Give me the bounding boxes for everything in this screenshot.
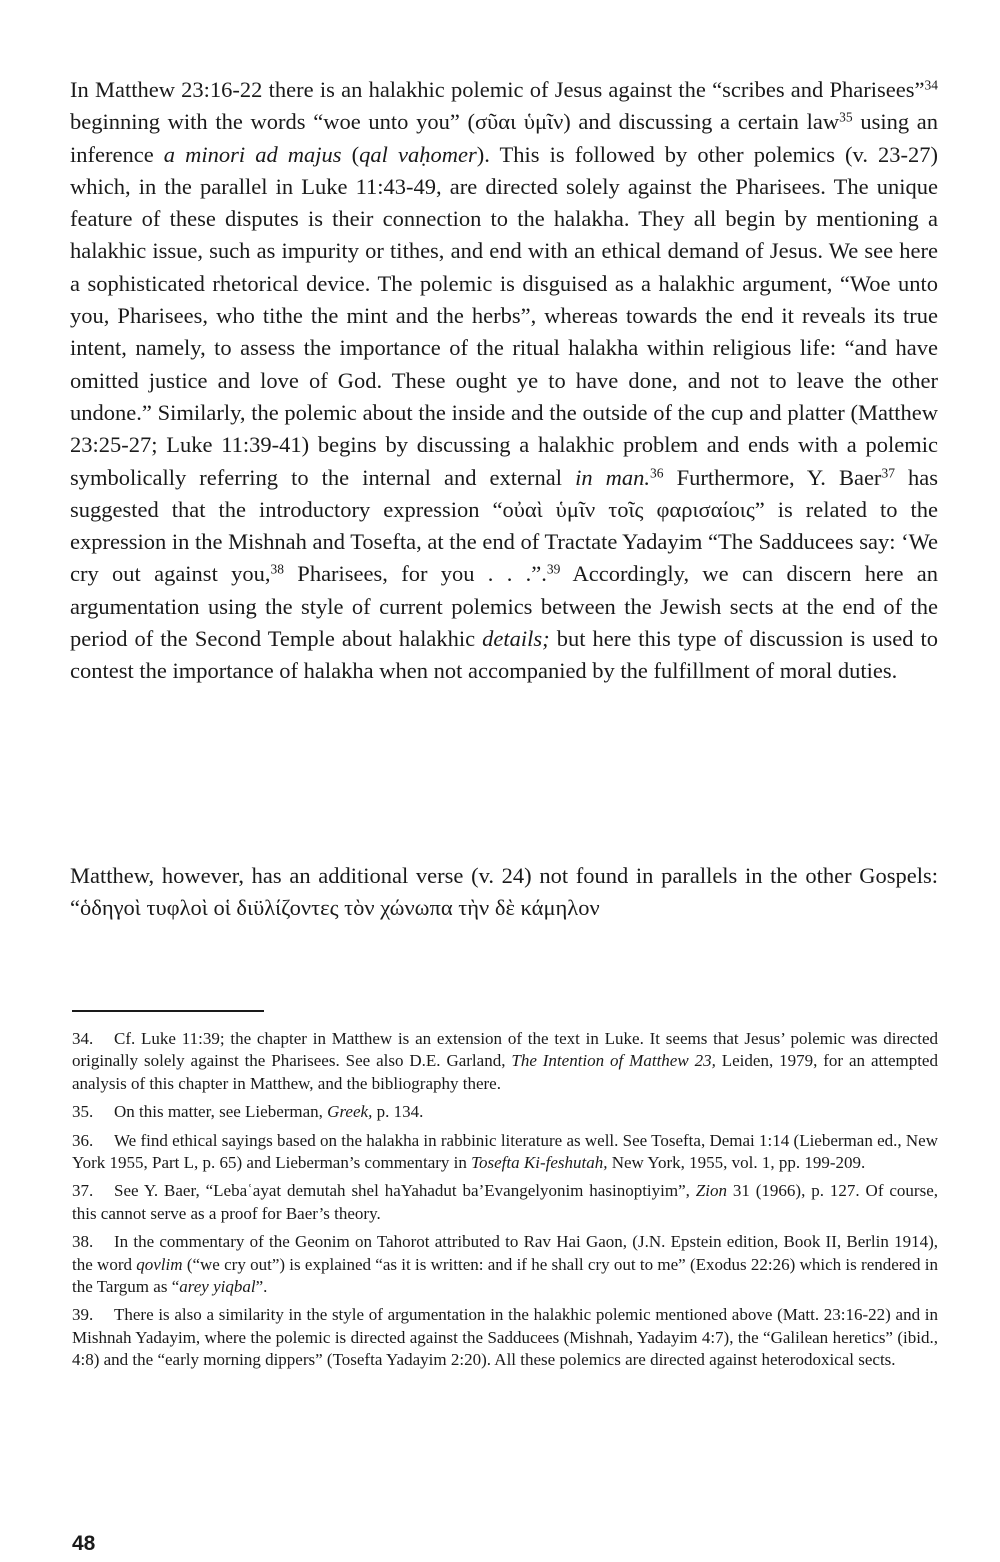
italic-term: The Intention of Matthew 23, (511, 1051, 716, 1071)
text-run: In Matthew 23:16-22 there is an halakhic polemic of Jesus against the “scribes and Pharisees” (70, 77, 925, 102)
page-number: 48 (72, 1532, 96, 1555)
text-run: has suggested that the introductory expression “οὐαὶ ὑμῖν τοῖς φαρισαίοις” is related to the expression in the Mishnah and Tosefta, at the end of Tractate Yadayim “The Sadducees say: ‘We cry out against you, (70, 464, 938, 587)
footnote-number: 39. (72, 1305, 94, 1325)
footnote-36 (72, 1130, 938, 1175)
footnote-ref-39: 39 (546, 562, 561, 578)
footnote-39 (72, 1304, 938, 1371)
italic-term: Greek, (327, 1102, 373, 1122)
footnote-text: Cf. Luke 11:39; the chapter in Matthew is an extension of the text in Luke. It seems that Jesus’ polemic was directed originally solely against the Pharisees. See also D.E. Garland, (72, 1029, 938, 1071)
footnote-separator-rule (72, 1010, 264, 1012)
footnote-ref-35: 35 (839, 109, 853, 125)
italic-term: details; (482, 626, 550, 652)
italic-term: Tosefta Ki-feshutah, (471, 1153, 608, 1173)
footnote-number: 37. (72, 1181, 94, 1201)
text-run: but here this type of discussion is used to contest the importance of halakha when not accompanied by the fulfillment of moral duties. (70, 626, 938, 684)
italic-term: qovlim (136, 1254, 183, 1274)
footnote-ref-34: 34 (924, 77, 938, 93)
text-run: Accordingly, we can discern here an argumentation using the style of current polemics between the Jewish sects at the end of the period of the Second Temple about halakhic (70, 561, 938, 652)
italic-term: qal vaḥomer (359, 141, 477, 167)
footnote-text: We find ethical sayings based on the halakha in rabbinic literature as well. See Tosefta, Demai 1:14 (Lieberman ed., New York 1955, Part L, p. 65) and Lieberman’s commentary in (72, 1130, 938, 1173)
footnote-number: 38. (72, 1232, 94, 1252)
body-paragraph-1 (70, 74, 938, 688)
footnote-text: (“we cry out”) is explained “as it is written: and if he shall cry out to me” (Exodus 22:26) which is rendered in the Targum as “ (72, 1254, 938, 1297)
footnote-ref-36: 36 (650, 465, 664, 481)
footnote-text: ”. (255, 1277, 268, 1297)
footnote-text: New York, 1955, vol. 1, pp. 199-209. (607, 1153, 866, 1173)
footnote-text: On this matter, see Lieberman, (114, 1102, 328, 1122)
body-paragraph-2 (70, 860, 938, 925)
footnote-text: See Y. Baer, “Lebaʿayat demutah shel haYahadut ba’Evangelyonim hasinoptiyim”, (114, 1181, 696, 1201)
text-run: beginning with the words “woe unto you” (σῦαι ὑμῖν) and discussing a certain law (70, 109, 840, 135)
text-run: Furthermore, Y. Baer (663, 464, 882, 490)
italic-term: arey yiqbal (179, 1277, 256, 1297)
text-run: using an inference (70, 109, 939, 167)
italic-term: a minori ad majus (163, 141, 342, 167)
italic-term: in man. (575, 464, 651, 490)
footnote-35 (72, 1101, 938, 1123)
text-run: Pharisees, for you . . .”. (284, 561, 547, 587)
footnote-number: 36. (72, 1130, 94, 1150)
footnotes (72, 1028, 938, 1378)
footnote-37 (72, 1180, 938, 1225)
footnote-38 (72, 1231, 938, 1298)
italic-term: Zion (695, 1181, 727, 1201)
footnote-text: In the commentary of the Geonim on Tahorot attributed to Rav Hai Gaon, (J.N. Epstein edition, Book II, Berlin 1914), the word (72, 1232, 938, 1274)
text-run: ). This is followed by other polemics (v. 23-27) which, in the parallel in Luke 11:43-49, are directed solely against the Pharisees. The unique feature of these disputes is their connection to the halakha. They all begin by mentioning a halakhic issue, such as impurity or tithes, and end with an ethical demand of Jesus. We see here a sophisticated rhetorical device. The polemic is disguised as a halakhic argument, “Woe unto you, Pharisees, who tithe the mint and the herbs”, whereas towards the end it reveals its true intent, namely, to assess the importance of the ritual halakha within religious life: “and have omitted justice and love of God. These ought ye to have done, and not to leave the other undone.” Similarly, the polemic about the inside and the outside of the cup and platter (Matthew 23:25-27; Luke 11:39-41) begins by discussing a halakhic problem and ends with a polemic symbolically referring to the internal and external (70, 141, 939, 490)
footnote-text: 31 (1966), p. 127. Of course, this cannot serve as a proof for Baer’s theory. (72, 1181, 938, 1223)
footnote-text: p. 134. (372, 1102, 424, 1122)
footnote-text: There is also a similarity in the style of argumentation in the halakhic polemic mentioned above (Matt. 23:16-22) and in Mishnah Yadayim, where the polemic is directed against the Sadducees (Mishnah, Yadayim 4:7), the “Galilean heretics” (ibid., 4:8) and the “early morning dippers” (Tosefta Yadayim 2:20). All these polemics are directed against heterodoxical sects. (72, 1305, 938, 1370)
footnote-text: Leiden, 1979, for an attempted analysis of this chapter in Matthew, and the bibliography there. (72, 1051, 938, 1093)
footnote-ref-37: 37 (881, 465, 895, 481)
footnote-number: 35. (72, 1102, 94, 1122)
text-run: ( (341, 141, 360, 167)
footnote-ref-38: 38 (270, 562, 284, 578)
text-run: Matthew, however, has an additional verse (v. 24) not found in parallels in the other Gospels: “ὁδηγοὶ τυφλοὶ οἱ διϋλίζοντες τὸν χώνωπα τὴν δὲ κάμηλον (70, 863, 938, 921)
footnote-34 (72, 1028, 938, 1095)
footnote-number: 34. (72, 1029, 94, 1048)
